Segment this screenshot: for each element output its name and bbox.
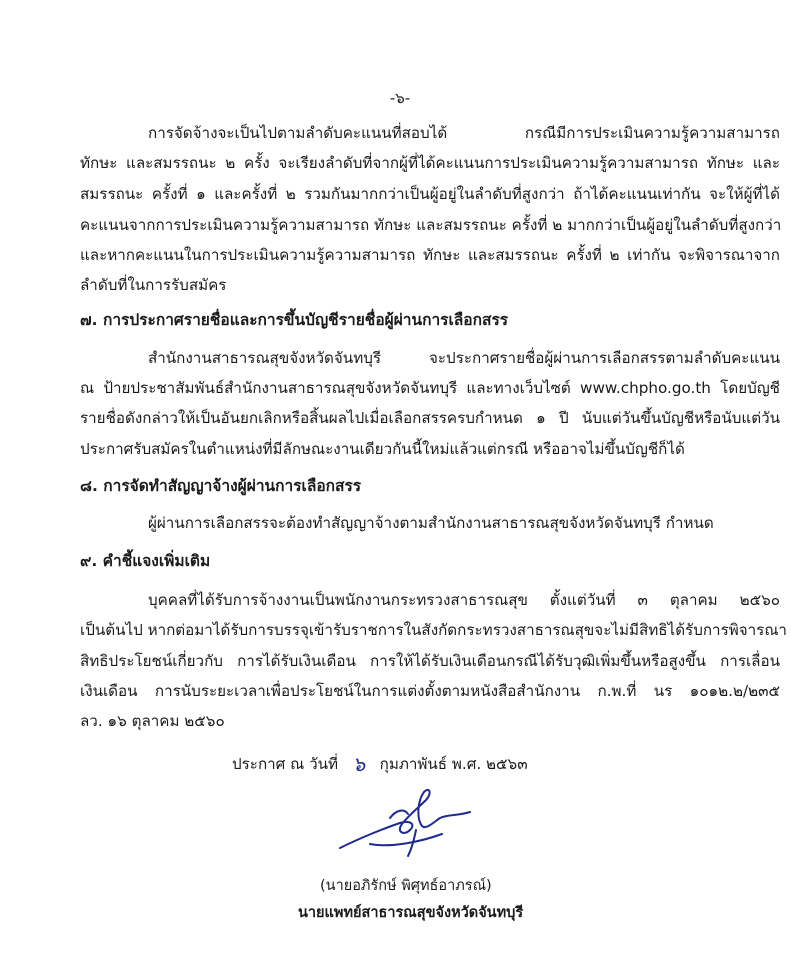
page-number: -๖- bbox=[389, 89, 411, 107]
section-7-heading: ๗. การประกาศรายชื่อและการขึ้นบัญชีรายชื่อผู้ผ่านการเลือกสรร bbox=[80, 311, 509, 329]
section-9-line-4: เงินเดือน การนับระยะเวลาเพื่อประโยชน์ในการแต่งตั้งตามหนังสือสำนักงาน ก.พ.ที่ นร ๑๐๑๒.๒/๒๓๕ bbox=[80, 682, 780, 700]
handwritten-signature bbox=[330, 778, 480, 868]
section-8-heading: ๘. การจัดทำสัญญาจ้างผู้ผ่านการเลือกสรร bbox=[80, 477, 362, 495]
section-9-heading: ๙. คำชี้แจงเพิ่มเติม bbox=[80, 552, 211, 570]
announcement-date bbox=[232, 752, 528, 774]
section-7-line-2: ณ ป้ายประชาสัมพันธ์สำนักงานสาธารณสุขจังหวัดจันทบุรี และทางเว็บไซต์ www.chpho.go.th โดยบัญชี bbox=[80, 379, 780, 397]
section-7-line-4: ประกาศรับสมัครในตำแหน่งที่มีลักษณะงานเดียวกันนี้ใหม่แล้วแต่กรณี หรืออาจไม่ขึ้นบัญชีก็ได้ bbox=[80, 440, 685, 458]
section-9-line-2: เป็นต้นไป หากต่อมาได้รับการบรรจุเข้ารับราชการในสังกัดกระทรวงสาธารณสุขจะไม่มีสิทธิได้รับการพิจารณา bbox=[80, 621, 787, 639]
announcement-suffix: กุมภาพันธ์ พ.ศ. ๒๕๖๓ bbox=[379, 755, 528, 773]
intro-line-1: การจัดจ้างจะเป็นไปตามลำดับคะแนนที่สอบได้ กรณีมีการประเมินความรู้ความสามารถ bbox=[148, 124, 780, 142]
signatory-title: นายแพทย์สาธารณสุขจังหวัดจันทบุรี bbox=[298, 905, 524, 921]
section-7-line-3: รายชื่อดังกล่าวให้เป็นอันยกเลิกหรือสิ้นผลไปเมื่อเลือกสรรครบกำหนด ๑ ปี นับแต่วันขึ้นบัญชีหรือนับแต่วัน bbox=[80, 409, 780, 427]
section-8-line-1: ผู้ผ่านการเลือกสรรจะต้องทำสัญญาจ้างตามสำนักงานสาธารณสุขจังหวัดจันทบุรี กำหนด bbox=[148, 514, 714, 532]
intro-line-5: และหากคะแนนในการประเมินความรู้ความสามารถ ทักษะ และสมรรถนะ ครั้งที่ ๒ เท่ากัน จะพิจารณาจาก bbox=[80, 246, 780, 264]
section-7-line-1: สำนักงานสาธารณสุขจังหวัดจันทบุรี จะประกาศรายชื่อผู้ผ่านการเลือกสรรตามลำดับคะแนน bbox=[148, 349, 780, 367]
section-9-line-5: ลว. ๑๖ ตุลาคม ๒๕๖๐ bbox=[80, 712, 225, 730]
section-9-line-3: สิทธิประโยชน์เกี่ยวกับ การได้รับเงินเดือน การให้ได้รับเงินเดือนกรณีได้รับวุฒิเพิ่มขึ้นหรือสูงขึ้น การเลื่อน bbox=[80, 652, 780, 670]
intro-line-2: ทักษะ และสมรรถนะ ๒ ครั้ง จะเรียงลำดับที่จากผู้ที่ได้คะแนนการประเมินความรู้ความสามารถ ทักษะ และ bbox=[80, 154, 780, 172]
signatory-name: (นายอภิรักษ์ พิศุทธ์อาภรณ์) bbox=[320, 878, 492, 894]
announcement-prefix: ประกาศ ณ วันที่ bbox=[232, 755, 338, 773]
section-9-line-1: บุคคลที่ได้รับการจ้างงานเป็นพนักงานกระทรวงสาธารณสุข ตั้งแต่วันที่ ๓ ตุลาคม ๒๕๖๐ bbox=[148, 591, 780, 609]
intro-line-6: ลำดับที่ในการรับสมัคร bbox=[80, 276, 227, 294]
intro-line-4: คะแนนจากการประเมินความรู้ความสามารถ ทักษะ และสมรรถนะ ครั้งที่ ๒ มากกว่าเป็นผู้อยู่ในลำดับที่สูงกว่า bbox=[80, 216, 782, 234]
announcement-day: ๖ bbox=[352, 752, 366, 776]
intro-line-3: สมรรถนะ ครั้งที่ ๑ และครั้งที่ ๒ รวมกันมากกว่าเป็นผู้อยู่ในลำดับที่สูงกว่า ถ้าได้คะแนนเท่ากัน จะให้ผู้ที่ได้ bbox=[80, 185, 780, 203]
